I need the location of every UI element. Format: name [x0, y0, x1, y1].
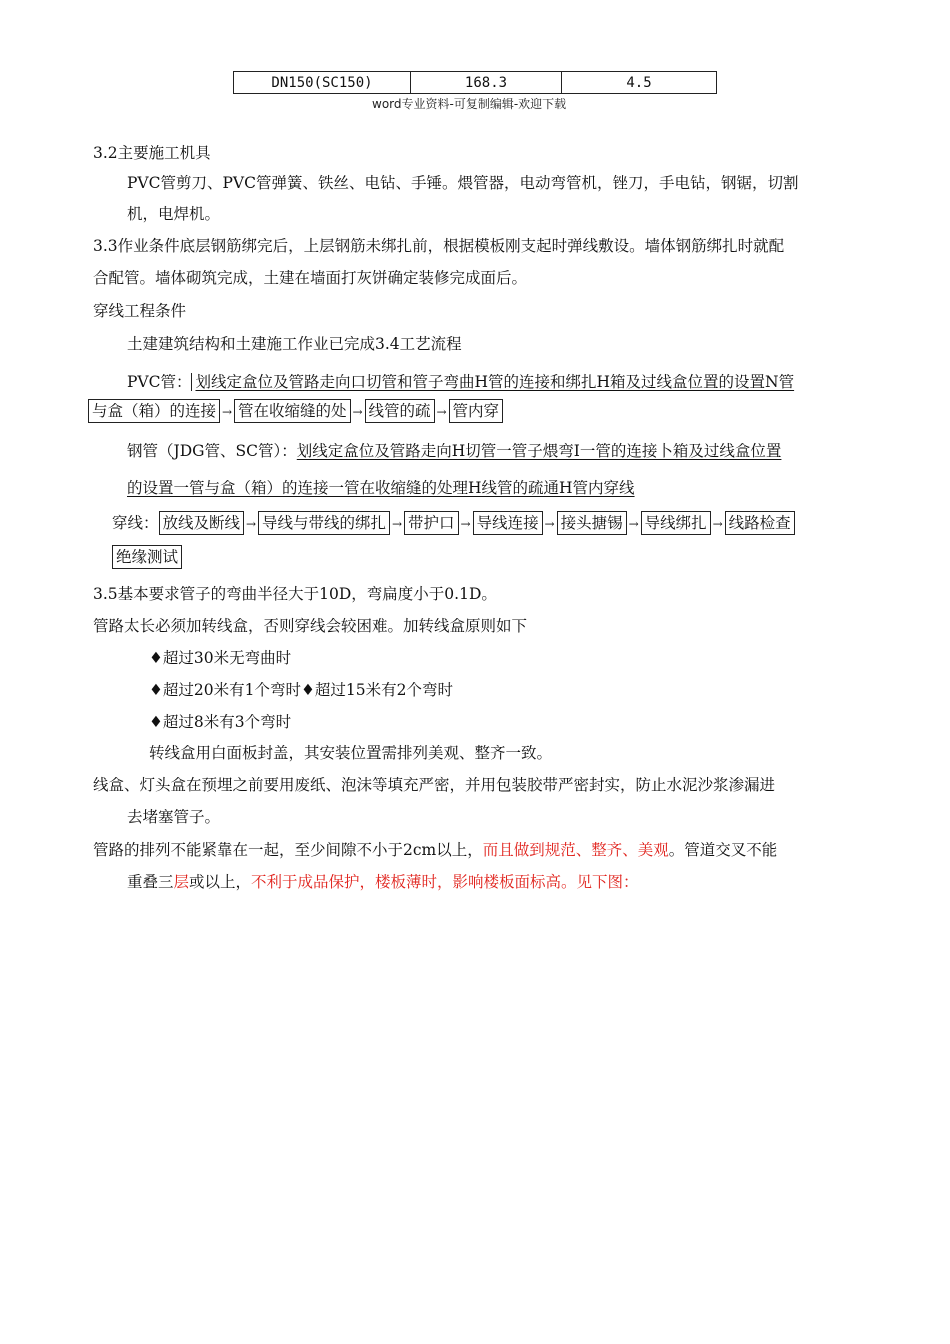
- box-fill-line-2: 去堵塞管子。: [127, 808, 221, 826]
- arrow-icon: →: [460, 517, 471, 531]
- pvc-flow-line-1: [127, 370, 794, 392]
- arrangement-text-end: 。管道交叉不能: [668, 841, 778, 859]
- arrangement-highlight: 层: [173, 873, 190, 891]
- threading-step-box-insulation-test: 绝缘测试: [112, 545, 182, 569]
- pvc-flow-label: PVC管：: [127, 373, 192, 391]
- arrow-icon: →: [712, 517, 723, 531]
- threading-step-box: 带护口: [404, 511, 459, 535]
- steel-flow-steps-1: 划线定盒位及管路走向H切管一管子煨弯I一管的连接卜箱及过线盒位置: [296, 442, 782, 460]
- arrangement-highlight-end: 不利于成品保护，楼板薄时，影响楼板面标高。见下图：: [251, 873, 639, 891]
- arrow-icon: →: [544, 517, 555, 531]
- pvc-flow-line-2: [88, 399, 503, 423]
- arrangement-highlight: 而且做到规范、整齐、美观: [482, 841, 669, 859]
- tools-line-2: 机，电焊机。: [127, 205, 221, 223]
- arrangement-text: 或以上，: [189, 873, 252, 891]
- page-footer-note: word专业资料-可复制编辑-欢迎下载: [372, 97, 567, 111]
- pvc-flow-steps: 划线定盒位及管路走向口切管和管子弯曲H管的连接和绑扎H箱及过线盒位置的设置N管: [191, 373, 794, 391]
- tools-line-1: PVC管剪刀、PVC管弹簧、铁丝、电钻、手锤。煨管器，电动弯管机，锉刀，手电钻，钢锯，切割: [127, 174, 799, 192]
- requirements-line-1: 3.5基本要求管子的弯曲半径大于10D，弯扁度小于0.1D。: [93, 585, 497, 603]
- rule-bullet-3: ♦超过8米有3个弯时: [149, 713, 292, 731]
- table-cell-wall-thickness: 4.5: [562, 72, 717, 94]
- pvc-step-box-connection: 与盒（箱）的连接: [88, 399, 220, 423]
- arrow-icon: →: [436, 405, 447, 419]
- threading-step-box: 放线及断线: [159, 511, 245, 535]
- pvc-step-box-threading: 管内穿: [449, 399, 504, 423]
- steel-flow-line-2: [127, 476, 635, 498]
- pipe-spec-table: [233, 71, 717, 94]
- arrow-icon: →: [352, 405, 363, 419]
- steel-flow-label: 钢管（JDG管、SC管）：: [127, 442, 297, 460]
- arrow-icon: →: [628, 517, 639, 531]
- table-cell-outer-diameter: 168.3: [411, 72, 562, 94]
- table-cell-dn: DN150(SC150): [234, 72, 411, 94]
- pvc-step-box-shrink-joint: 管在收缩缝的处: [234, 399, 351, 423]
- pvc-step-box-dredge: 线管的疏: [365, 399, 435, 423]
- arrangement-line-2: [127, 870, 639, 892]
- box-fill-line-1: 线盒、灯头盒在预埋之前要用废纸、泡沫等填充严密，并用包装胶带严密封实，防止水泥沙浆渗漏进: [93, 776, 776, 794]
- arrow-icon: →: [221, 405, 233, 419]
- table-row: [234, 72, 717, 94]
- threading-flow-label: 穿线：: [112, 514, 159, 532]
- arrangement-text: 管路的排列不能紧靠在一起，至少间隙不小于2cm以上，: [93, 841, 483, 859]
- conditions-line-1: 3.3作业条件底层钢筋绑完后，上层钢筋未绑扎前，根据模板刚支起时弹线敷设。墙体钢筋绑扎时就配: [93, 237, 785, 255]
- requirements-line-2: 管路太长必须加转线盒，否则穿线会较困难。加转线盒原则如下: [93, 617, 528, 635]
- conditions-line-2: 合配管。墙体砌筑完成，土建在墙面打灰饼确定装修完成面后。: [93, 269, 528, 287]
- steel-flow-line-1: [127, 439, 781, 461]
- threading-flow-line: [112, 511, 795, 535]
- threading-conditions-title: 穿线工程条件: [93, 302, 187, 320]
- steel-flow-steps-2: 的设置一管与盒（箱）的连接一管在收缩缝的处理H线管的疏通H管内穿线: [127, 479, 635, 497]
- threading-step-box: 导线与带线的绑扎: [258, 511, 390, 535]
- threading-step-box: 导线绑扎: [641, 511, 711, 535]
- rule-bullet-1: ♦超过30米无弯曲时: [149, 649, 292, 667]
- arrow-icon: →: [392, 517, 403, 531]
- threading-step-box: 线路检查: [725, 511, 795, 535]
- threading-step-box: 导线连接: [473, 511, 543, 535]
- threading-flow-line-2: [112, 545, 182, 569]
- cover-note: 转线盒用白面板封盖，其安装位置需排列美观、整齐一致。: [149, 744, 553, 762]
- threading-conditions-line: 土建建筑结构和土建施工作业已完成3.4工艺流程: [127, 335, 462, 353]
- arrow-icon: →: [246, 517, 257, 531]
- section-3-2-heading: 3.2主要施工机具: [93, 144, 211, 162]
- arrangement-line-1: [93, 838, 777, 860]
- arrangement-text: 重叠三: [127, 873, 174, 891]
- rule-bullet-2: ♦超过20米有1个弯时♦超过15米有2个弯时: [149, 681, 453, 699]
- threading-step-box: 接头搪锡: [557, 511, 627, 535]
